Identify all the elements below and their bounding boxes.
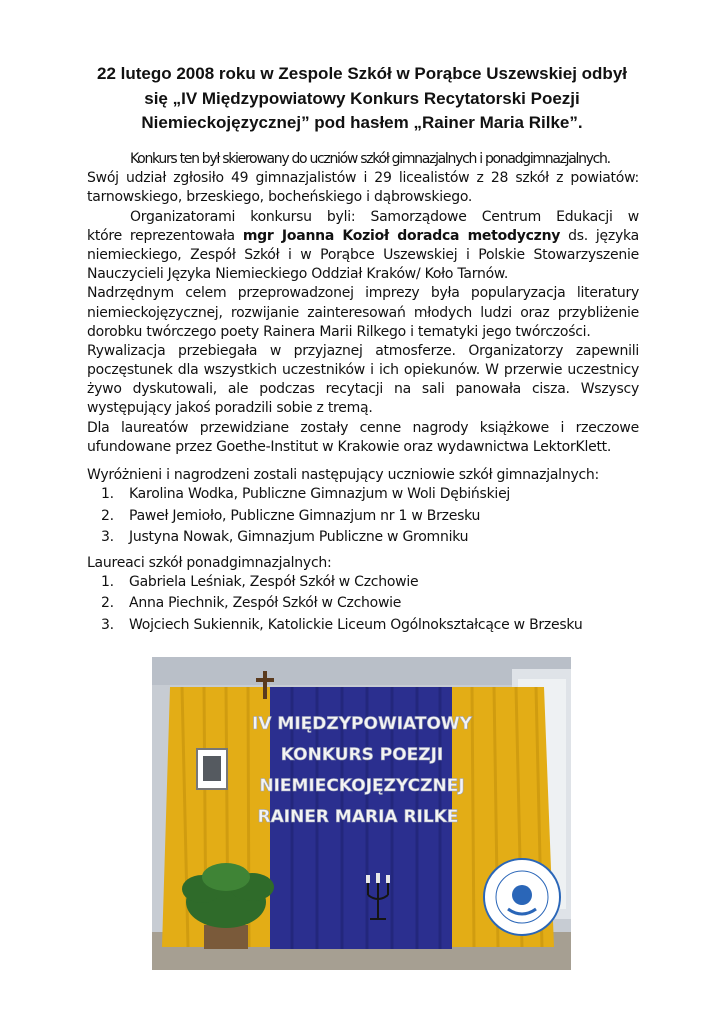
list-item — [87, 594, 639, 616]
stage-illustration — [152, 657, 571, 970]
paragraph-line: występujący jakoś poradzili sobie z tremą. — [87, 400, 373, 417]
list-item-text: Justyna Nowak, Gimnazjum Publiczne w Gromniku — [129, 529, 469, 546]
list-item-text: Anna Piechnik, Zespół Szkół w Czchowie — [129, 595, 402, 612]
list-number: 3. — [101, 616, 114, 633]
paragraph-line: Nadrzędnym celem przeprowadzonej imprezy była popularyzacja literatury — [87, 285, 639, 302]
paragraph-line: Dla laureatów przewidziane zostały cenne nagrody książkowe i rzeczowe — [87, 419, 639, 436]
list-item — [87, 485, 639, 507]
text-run: które reprezentowała — [87, 227, 235, 244]
list-heading: Wyróżnieni i nagrodzeni zostali następujący uczniowie szkół gimnazjalnych: — [87, 467, 600, 483]
list-number: 1. — [101, 486, 114, 503]
paragraph-line: Swój udział zgłosiło 49 gimnazjalistów i 29 licealistów z 28 szkół z powiatów: — [87, 170, 639, 187]
text-run: ds. języka — [568, 227, 639, 244]
title-line: 22 lutego 2008 roku w Zespole Szkół w Porąbce Uszewskiej odbył — [96, 64, 627, 83]
list-item — [87, 573, 639, 595]
paragraph-line: żywo dyskutowali, ale podczas recytacji na sali panowała cisza. Wszyscy — [87, 381, 639, 398]
highschool-winners-list — [87, 573, 639, 638]
paragraph-line: dorobku twórczego poety Rainera Marii Rilkego i tematyki jego twórczości. — [87, 323, 591, 340]
list-item-text: Gabriela Leśniak, Zespół Szkół w Czchowie — [129, 573, 419, 590]
title-line: Niemieckojęzycznej” pod hasłem „Rainer Maria Rilke”. — [141, 113, 583, 132]
paragraph-line: tarnowskiego, brzeskiego, bocheńskiego i dąbrowskiego. — [87, 189, 473, 206]
banner-line: NIEMIECKOJĘZYCZNEJ — [259, 776, 465, 796]
list-number: 2. — [101, 595, 114, 612]
paragraph-line: poczęstunek dla wszystkich uczestników i ich opiekunów. W przerwie uczestnicy — [87, 362, 639, 379]
list-item-text: Wojciech Sukiennik, Katolickie Liceum Ogólnokształcące w Brzesku — [129, 616, 583, 633]
gymnasium-winners-list — [87, 485, 639, 550]
list-heading: Laureaci szkół ponadgimnazjalnych: — [87, 554, 332, 571]
event-photo — [152, 657, 571, 970]
paragraph-line: Rywalizacja przebiegała w przyjaznej atmosferze. Organizatorzy zapewnili — [87, 342, 639, 359]
banner-line: RAINER MARIA RILKE — [257, 807, 459, 827]
banner-line: KONKURS POEZJI — [280, 745, 444, 765]
list-number: 2. — [101, 507, 114, 524]
list-number: 3. — [101, 529, 114, 546]
list-item-text: Paweł Jemioło, Publiczne Gimnazjum nr 1 w Brzesku — [129, 507, 481, 524]
list-number: 1. — [101, 573, 114, 590]
paragraph-line: niemieckiego, Zespół Szkół i w Porąbce Uszewskiej i Polskie Stowarzyszenie — [87, 246, 639, 263]
title-line: się „IV Międzypowiatowy Konkurs Recytatorski Poezji — [144, 88, 580, 108]
list-item — [87, 616, 639, 638]
paragraph-line: ufundowane przez Goethe-Institut w Krakowie oraz wydawnictwa LektorKlett. — [87, 438, 612, 455]
list-item-text: Karolina Wodka, Publiczne Gimnazjum w Woli Dębińskiej — [129, 486, 511, 503]
list-item — [87, 507, 639, 529]
bold-text-run: mgr Joanna Kozioł doradca metodyczny — [242, 227, 561, 244]
paragraph-line — [87, 227, 639, 246]
document-title — [86, 62, 638, 136]
list-item — [87, 528, 639, 550]
banner-line: IV MIĘDZYPOWIATOWY — [252, 714, 472, 734]
paragraph-line: Nauczycieli Języka Niemieckiego Oddział Kraków/ Koło Tarnów. — [87, 266, 509, 283]
document-body — [87, 150, 639, 637]
paragraph-line: niemieckojęzycznej, rozwijanie zainteresowań młodych ludzi oraz przybliżenie — [87, 304, 639, 321]
paragraph-line: Organizatorami konkursu byli: Samorządowe Centrum Edukacji w — [130, 208, 639, 225]
paragraph-line: Konkurs ten był skierowany do uczniów szkół gimnazjalnych i ponadgimnazjalnych. — [130, 151, 610, 167]
